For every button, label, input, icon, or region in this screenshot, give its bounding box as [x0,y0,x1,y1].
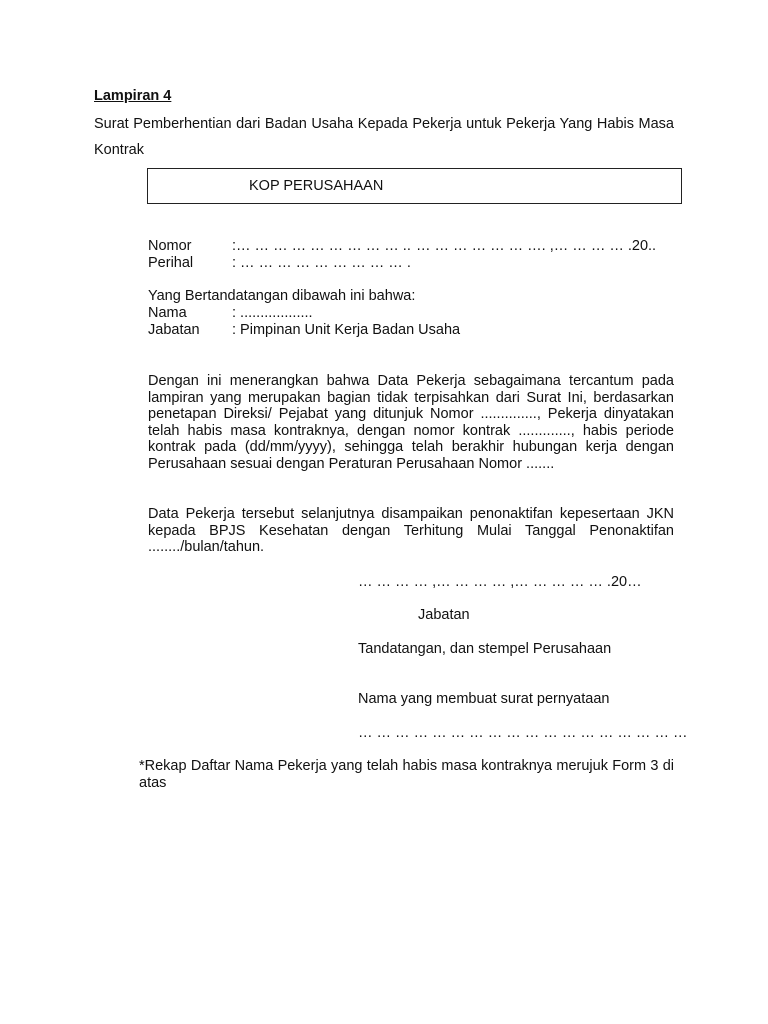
letterhead-label: KOP PERUSAHAAN [249,178,384,194]
perihal-label: Perihal [148,255,194,271]
signature-ttd: Tandatangan, dan stempel Perusahaan [358,641,612,657]
signature-place-date: … … … … ,… … … … ,… … … … … .20… [358,574,642,590]
body-paragraph-2: Data Pekerja tersebut selanjutnya disampaikan penonaktifan kepesertaan JKN kepada BPJS Kesehatan dengan Terhitung Mulai Tanggal Penonaktifan ......../bulan/tahun. [148,506,674,556]
nomor-label: Nomor [148,238,192,254]
nama-value: : .................. [232,305,313,321]
body-paragraph-1: Dengan ini menerangkan bahwa Data Pekerja sebagaimana tercantum pada lampiran yang merupakan bagian tidak terpisahkan dari Surat Ini, berdasarkan penetapan Direksi/ Pejabat yang ditunjuk Nomor .............., Pekerja dinyatakan telah habis masa kontraknya, dengan nomor kontrak ............., habis periode kontrak pada (dd/mm/yyyy), sehingga telah berakhir hubungan kerja dengan Perusahaan sesuai dengan Peraturan Perusahaan Nomor ....... [148,373,674,472]
footnote: *Rekap Daftar Nama Pekerja yang telah habis masa kontraknya merujuk Form 3 di atas [139,758,674,791]
page-subtitle: Surat Pemberhentian dari Badan Usaha Kepada Pekerja untuk Pekerja Yang Habis Masa Kontrak [94,116,674,158]
jabatan-label: Jabatan [148,322,200,338]
nomor-value: :… … … … … … … … … .. [232,238,411,254]
signature-jabatan: Jabatan [418,607,470,623]
signer-intro: Yang Bertandatangan dibawah ini bahwa: [148,288,416,304]
date-line: … … … … … … …. ,… … … … .20.. [416,238,657,254]
perihal-value: : … … … … … … … … … . [232,255,411,271]
signature-maker-name: Nama yang membuat surat pernyataan [358,691,610,707]
jabatan-value: : Pimpinan Unit Kerja Badan Usaha [232,322,461,338]
letterhead-box [147,168,682,204]
signature-dots: … … … … … … … … … … … … … … … … … … [358,725,688,741]
page-heading: Lampiran 4 [94,88,172,104]
nama-label: Nama [148,305,187,321]
